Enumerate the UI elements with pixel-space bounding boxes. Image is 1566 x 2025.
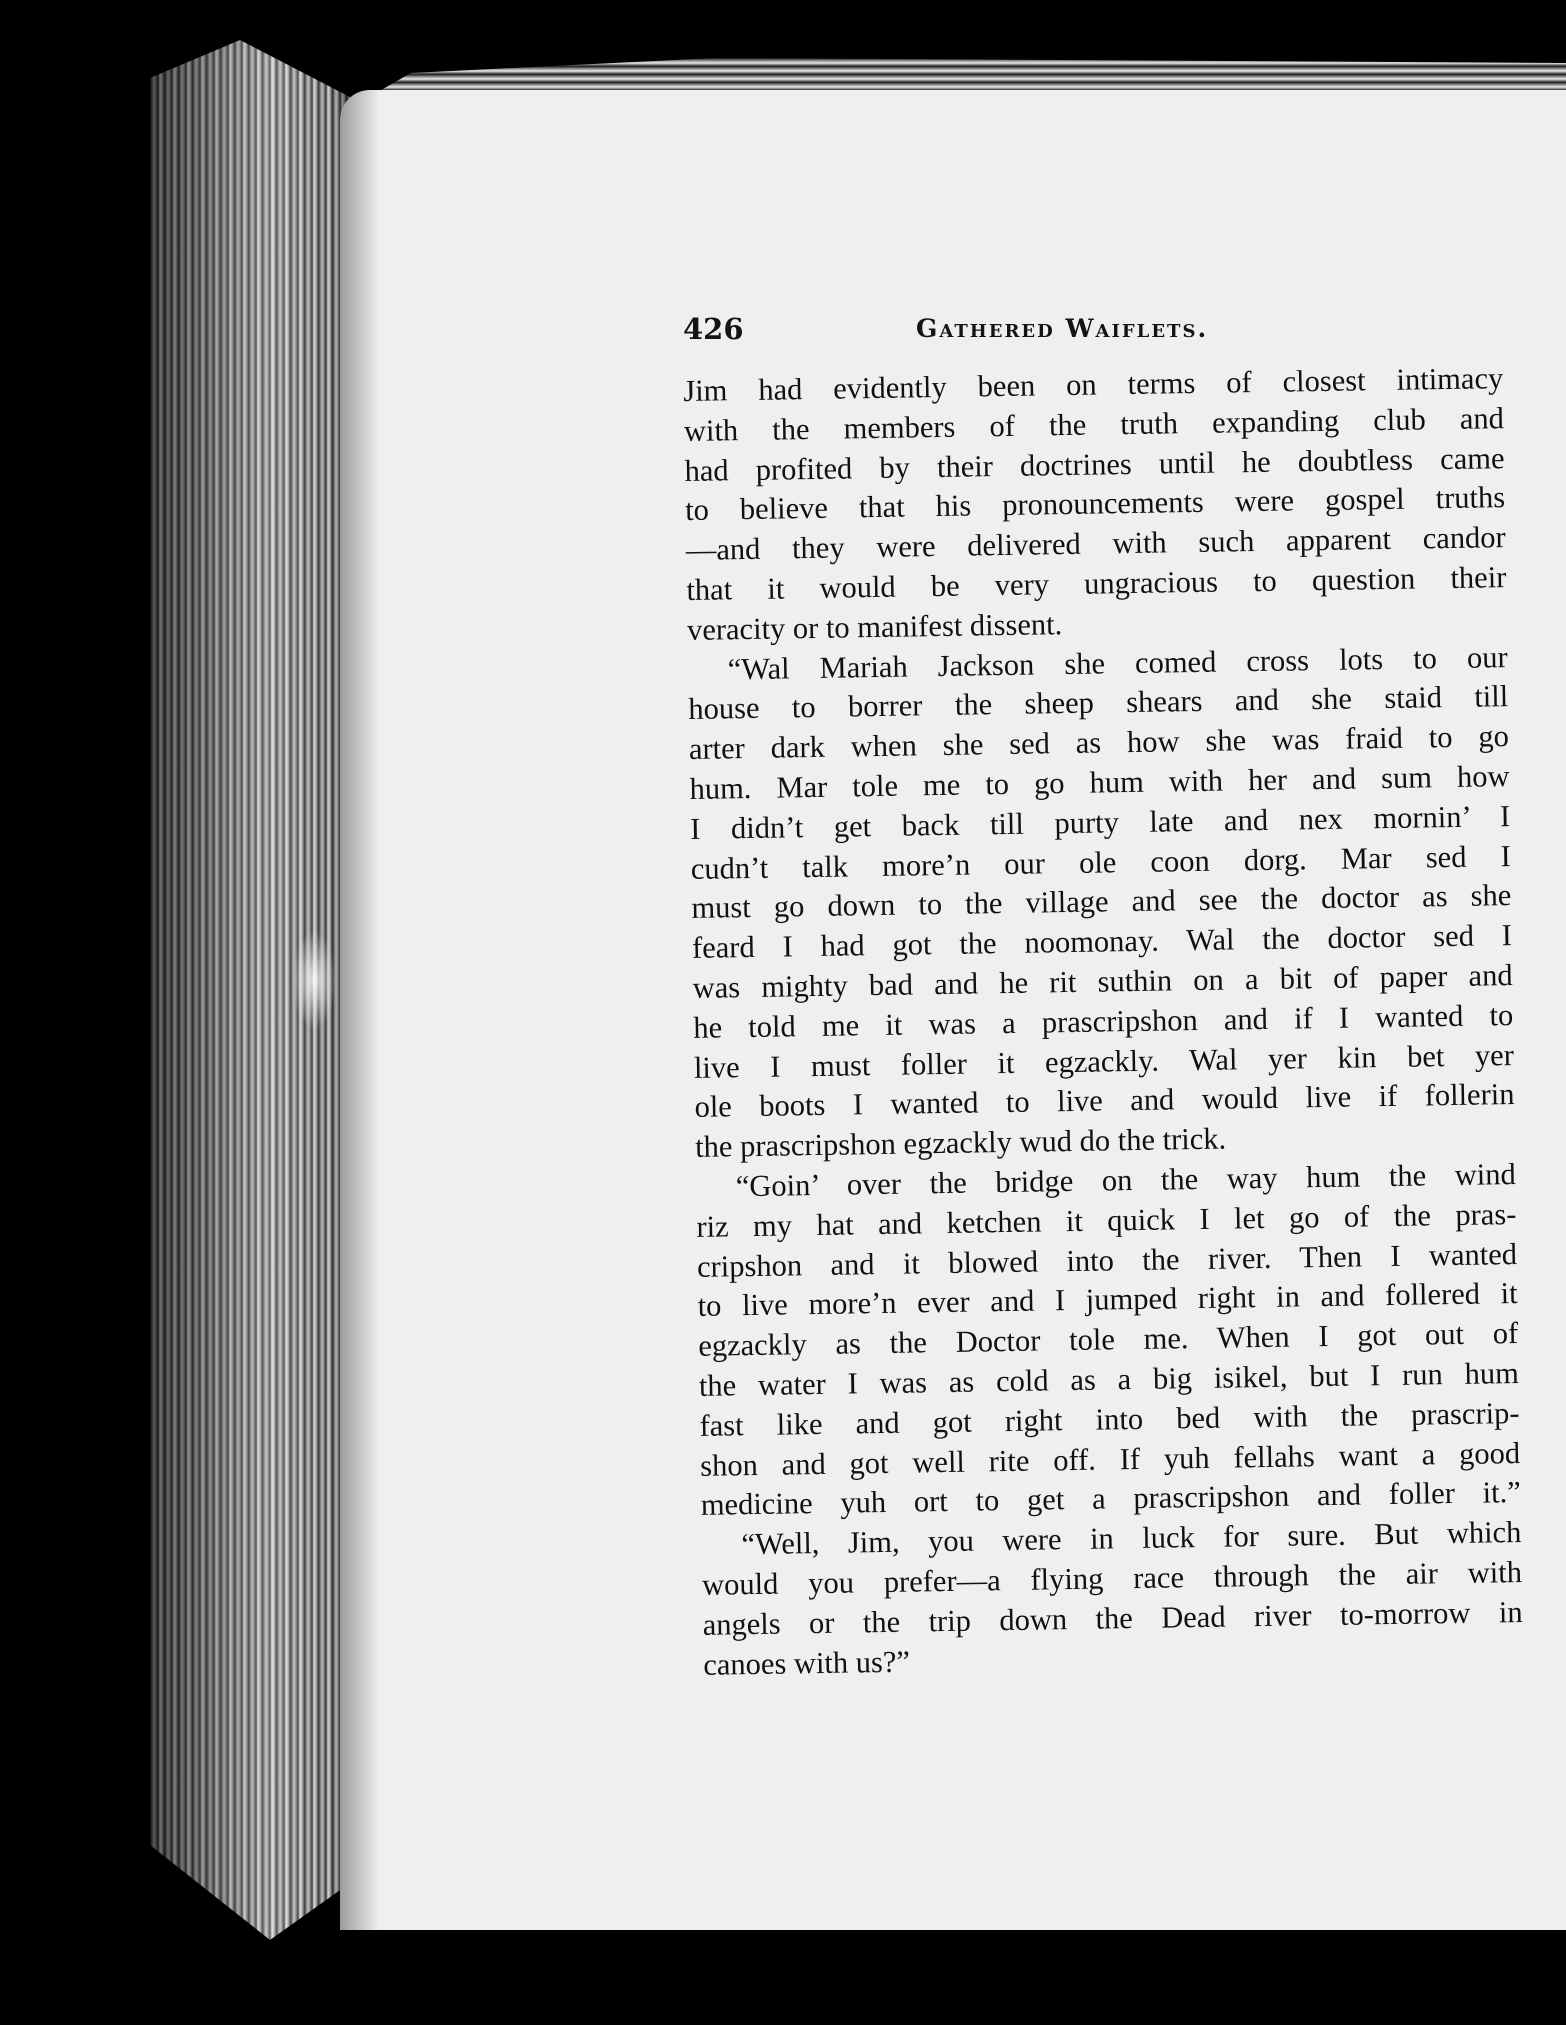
text-line: with the members of the truth expanding club and [683, 400, 1505, 448]
text-line: live I must foller it egzackly. Wal yer kin bet yer [693, 1037, 1515, 1085]
text-line: veracity or to manifest dissent. [686, 606, 1063, 647]
text-line: —and they were delivered with such apparent candor [685, 520, 1506, 568]
text-line: arter dark when she sed as how she was fraid to go [688, 719, 1510, 767]
text-line: house to borrer the sheep shears and she staid till [688, 679, 1509, 727]
text-line: must go down to the village and see the doctor as she [691, 878, 1512, 926]
text-line: fast like and got right into bed with the prascrip- [699, 1395, 1520, 1443]
text-line: “Wal Mariah Jackson she comed cross lots to our [727, 639, 1508, 686]
text-line: angels or the trip down the Dead river to-morrow in [702, 1594, 1523, 1642]
text-line: I didn’t get back till purty late and nex mornin’ I [689, 798, 1511, 846]
text-line: feard I had got the noomonay. Wal the doctor sed I [691, 918, 1513, 966]
text-line: canoes with us?” [703, 1644, 911, 1682]
body-text [683, 359, 1524, 1685]
text-line: the prascripshon egzackly wud do the trick. [694, 1121, 1227, 1165]
text-line: Jim had evidently been on terms of closest intimacy [683, 361, 1504, 408]
gutter-shadow [340, 90, 380, 1975]
text-line: medicine yuh ort to get a prascripshon and foller it.” [700, 1475, 1521, 1523]
text-line: hum. Mar tole me to go hum with her and sum how [689, 759, 1510, 806]
running-head [683, 312, 1253, 352]
text-line: to believe that his pronouncements were gospel truths [684, 480, 1506, 528]
text-line: riz my hat and ketchen it quick I let go of the pras- [696, 1196, 1517, 1244]
text-line: “Goin’ over the bridge on the way hum the wind [735, 1156, 1516, 1204]
text-line: to live more’n ever and I jumped right in and follered it [697, 1276, 1518, 1324]
text-line: he told me it was a prascripshon and if I wanted to [693, 997, 1514, 1045]
text-line: egzackly as the Doctor tole me. When I got out of [698, 1316, 1519, 1364]
page-edge-scuff [292, 930, 336, 1030]
text-line: shon and got well rite off. If yuh fellahs want a good [699, 1435, 1521, 1483]
running-title: Gathered Waiflets. [916, 314, 1209, 343]
text-line: ole boots I wanted to live and would live if follerin [694, 1077, 1515, 1125]
page-number: 426 [683, 312, 744, 346]
text-line: cripshon and it blowed into the river. Then I wanted [696, 1236, 1518, 1284]
text-line: “Well, Jim, you were in luck for sure. But which [741, 1515, 1522, 1562]
text-line: cudn’t talk more’n our ole coon dorg. Mar sed I [690, 838, 1511, 886]
text-line: the water I was as cold as a big isikel, but I run hum [698, 1355, 1520, 1403]
text-line: would you prefer—a flying race through the air with [701, 1554, 1523, 1602]
text-line: was mighty bad and he rit suthin on a bit of paper and [692, 957, 1513, 1005]
bottom-shadow [340, 1930, 1566, 2025]
text-line: that it would be very ungracious to question their [686, 560, 1507, 607]
text-line: had profited by their doctrines until he doubtless came [684, 440, 1505, 488]
